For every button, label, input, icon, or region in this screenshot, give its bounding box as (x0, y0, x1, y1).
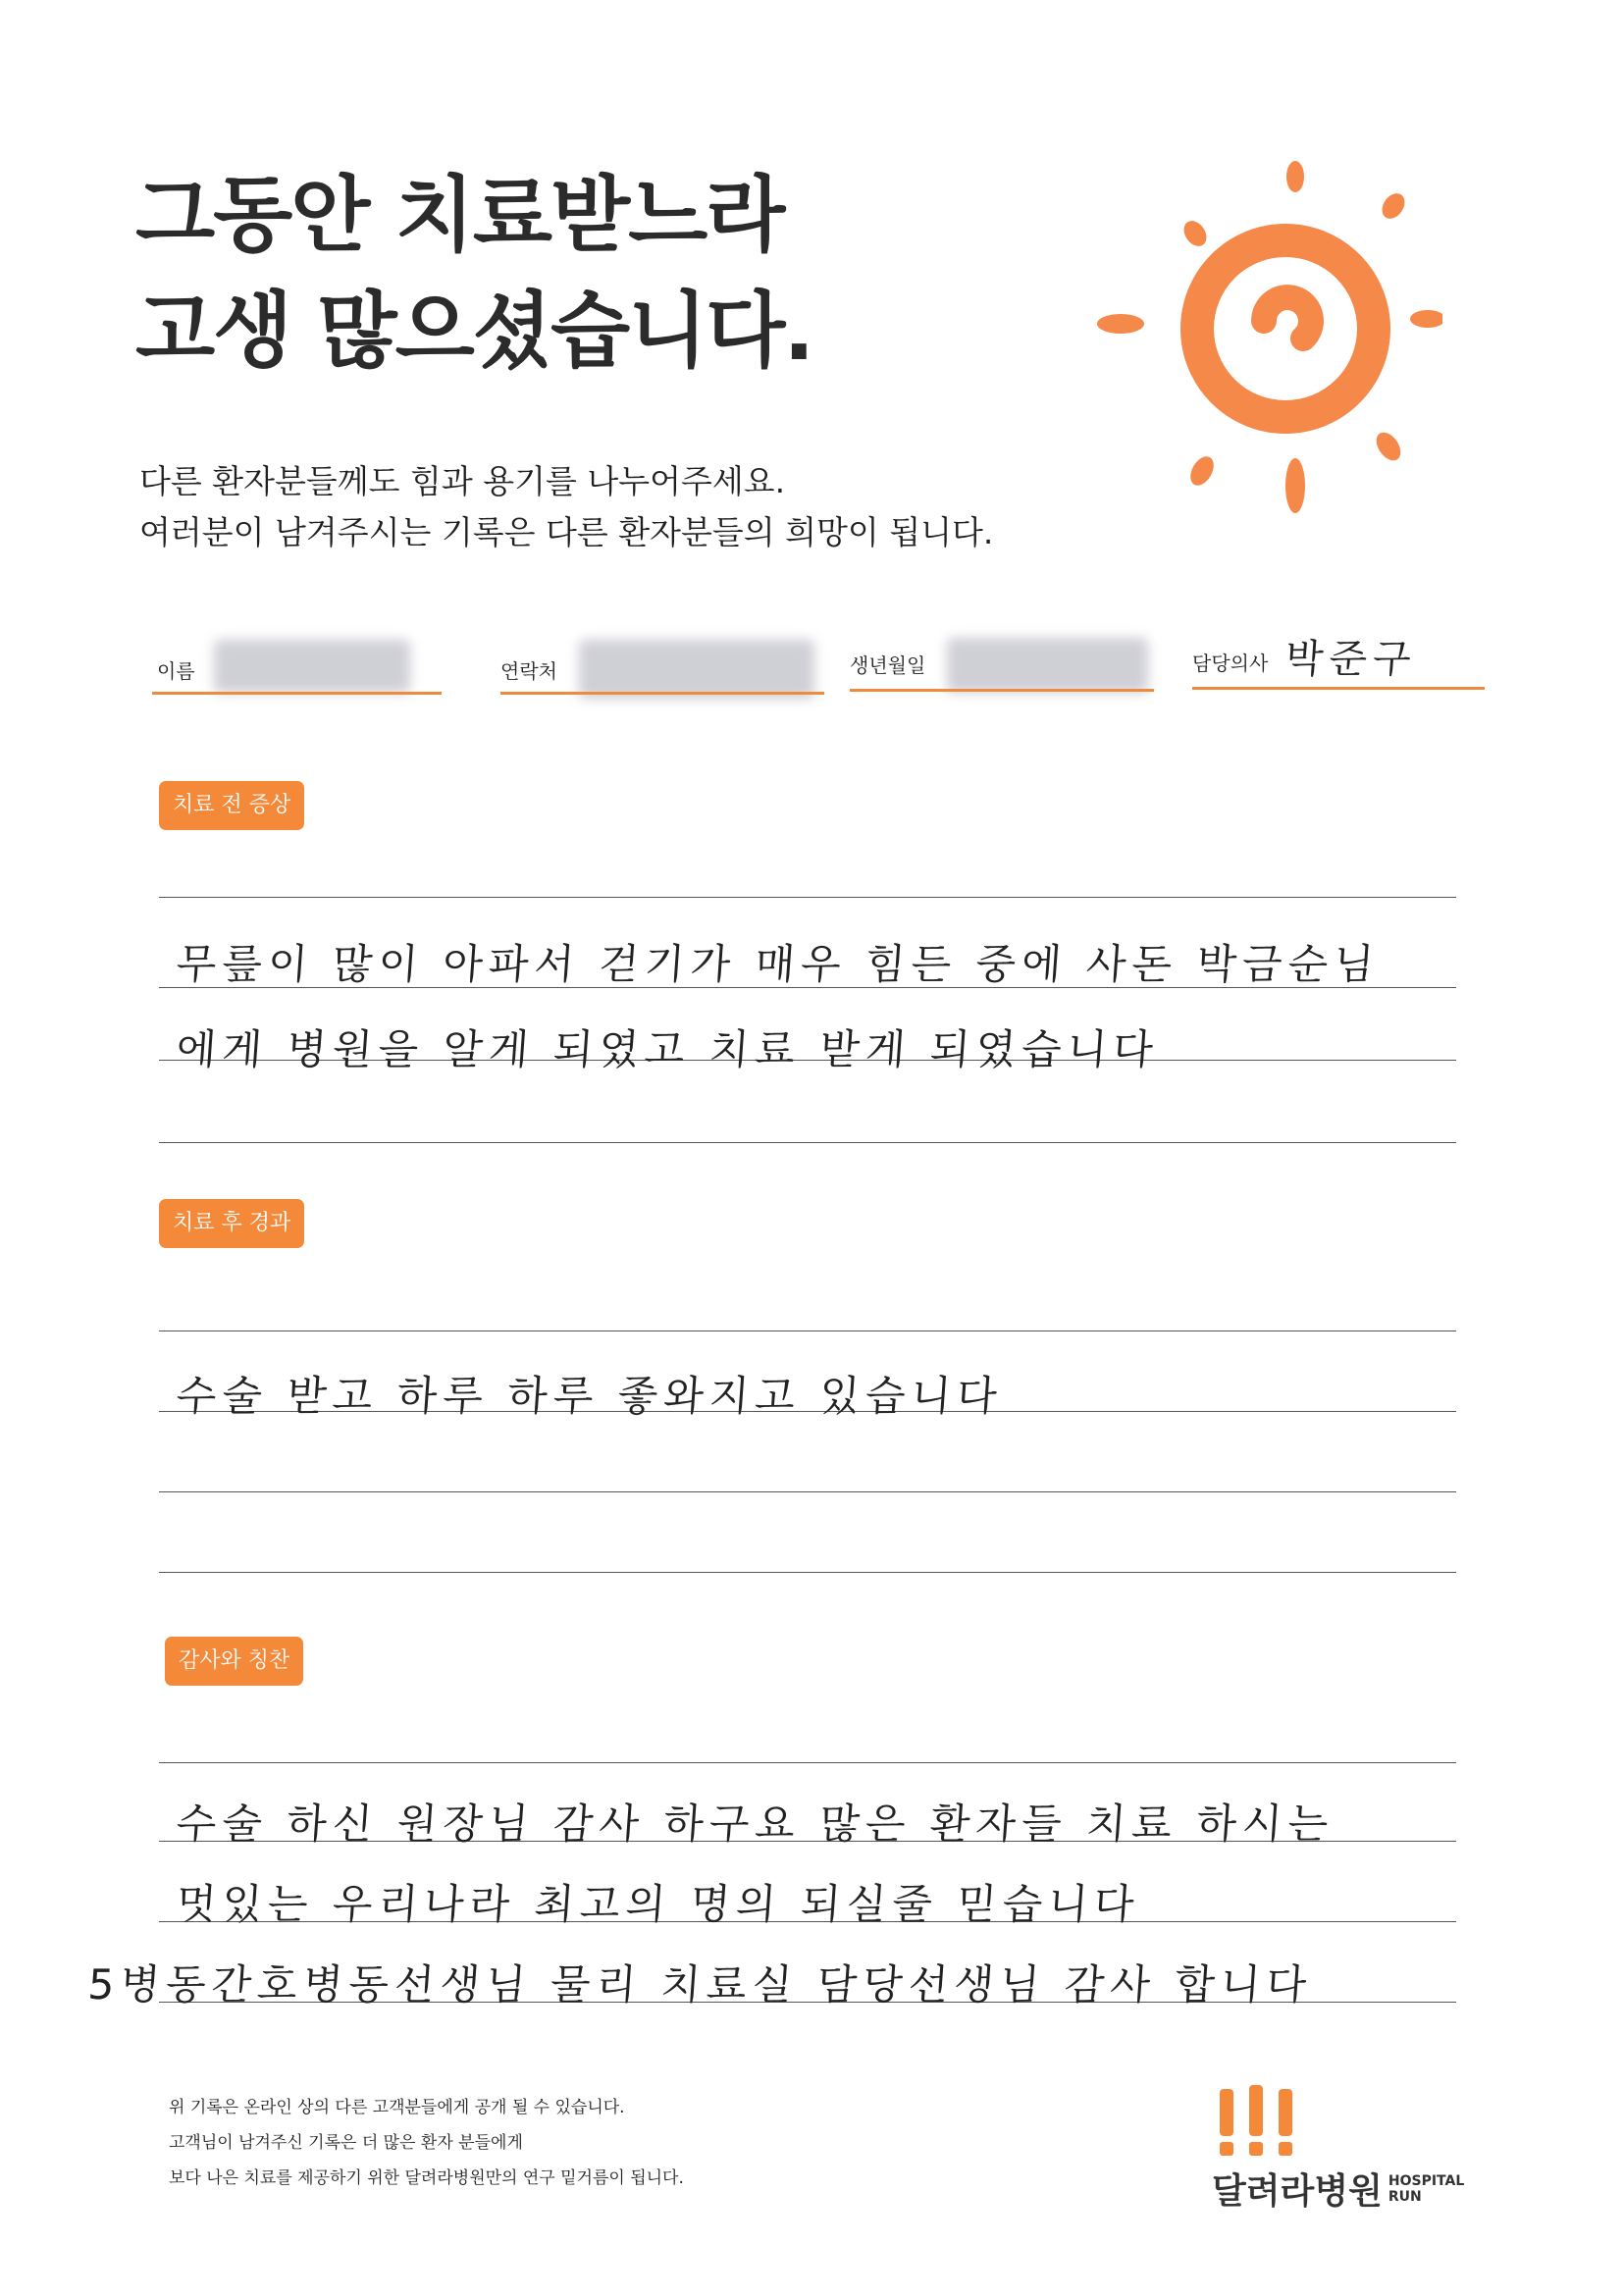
name-underline (152, 692, 442, 695)
before-line-1: 무릎이 많이 아파서 걷기가 매우 힘든 중에 사돈 박금순님 (175, 940, 1382, 988)
rule (159, 1142, 1456, 1143)
name-label: 이름 (157, 659, 195, 683)
footer-line-3: 보다 나은 치료를 제공하기 위한 달려라병원만의 연구 밑거름이 됩니다. (169, 2168, 684, 2188)
exclamation-icon (1212, 2085, 1300, 2164)
subtitle-line-1: 다른 환자분들께도 힘과 용기를 나누어주세요. (139, 462, 786, 500)
title-line-2: 고생 많으셨습니다. (135, 283, 813, 379)
before-line-2: 에게 병원을 알게 되였고 치료 받게 되였습니다 (175, 1025, 1161, 1073)
logo-sub-1: HOSPITAL (1387, 2172, 1465, 2189)
contact-label: 연락처 (500, 659, 557, 683)
before-treatment-badge: 치료 전 증상 (159, 781, 304, 830)
rule (159, 897, 1456, 898)
logo-name: 달려라병원 (1212, 2171, 1383, 2212)
birth-label: 생년월일 (850, 653, 926, 677)
logo-sub-2: RUN (1387, 2188, 1422, 2205)
after-treatment-badge: 치료 후 경과 (159, 1199, 304, 1248)
contact-underline (500, 692, 824, 695)
rule (159, 1762, 1456, 1763)
title-line-1: 그동안 치료받느라 (135, 167, 784, 263)
footer-line-2: 고객님이 남겨주신 기록은 더 많은 환자 분들에게 (169, 2133, 523, 2153)
thanks-line-2: 멋있는 우리나라 최고의 명의 되실줄 믿습니다 (175, 1880, 1142, 1928)
subtitle-line-2: 여러분이 남겨주시는 기록은 다른 환자분들의 희망이 됩니다. (139, 513, 994, 551)
thanks-line-1: 수술 하신 원장님 감사 하구요 많은 환자들 치료 하시는 (175, 1800, 1335, 1848)
name-redacted (214, 640, 410, 693)
doctor-underline (1192, 687, 1485, 690)
page-title (135, 157, 812, 389)
contact-redacted (579, 640, 814, 699)
doctor-value: 박준구 (1283, 637, 1419, 682)
doctor-label: 담당의사 (1192, 652, 1269, 675)
hospital-logo (1212, 2085, 1464, 2214)
after-line-1: 수술 받고 하루 하루 좋와지고 있습니다 (175, 1372, 1005, 1420)
rule (159, 1491, 1456, 1492)
rule (159, 1572, 1456, 1573)
birth-redacted (947, 638, 1148, 693)
birth-underline (850, 689, 1154, 692)
thanks-line-3: 5병동간호병동선생님 물리 치료실 담당선생님 감사 합니다 (86, 1960, 1314, 2009)
sun-icon (1089, 157, 1442, 530)
thanks-badge: 감사와 칭찬 (165, 1637, 303, 1686)
footer-notice (169, 2090, 684, 2196)
footer-line-1: 위 기록은 온라인 상의 다른 고객분들에게 공개 될 수 있습니다. (169, 2098, 625, 2117)
subtitle (139, 456, 993, 558)
